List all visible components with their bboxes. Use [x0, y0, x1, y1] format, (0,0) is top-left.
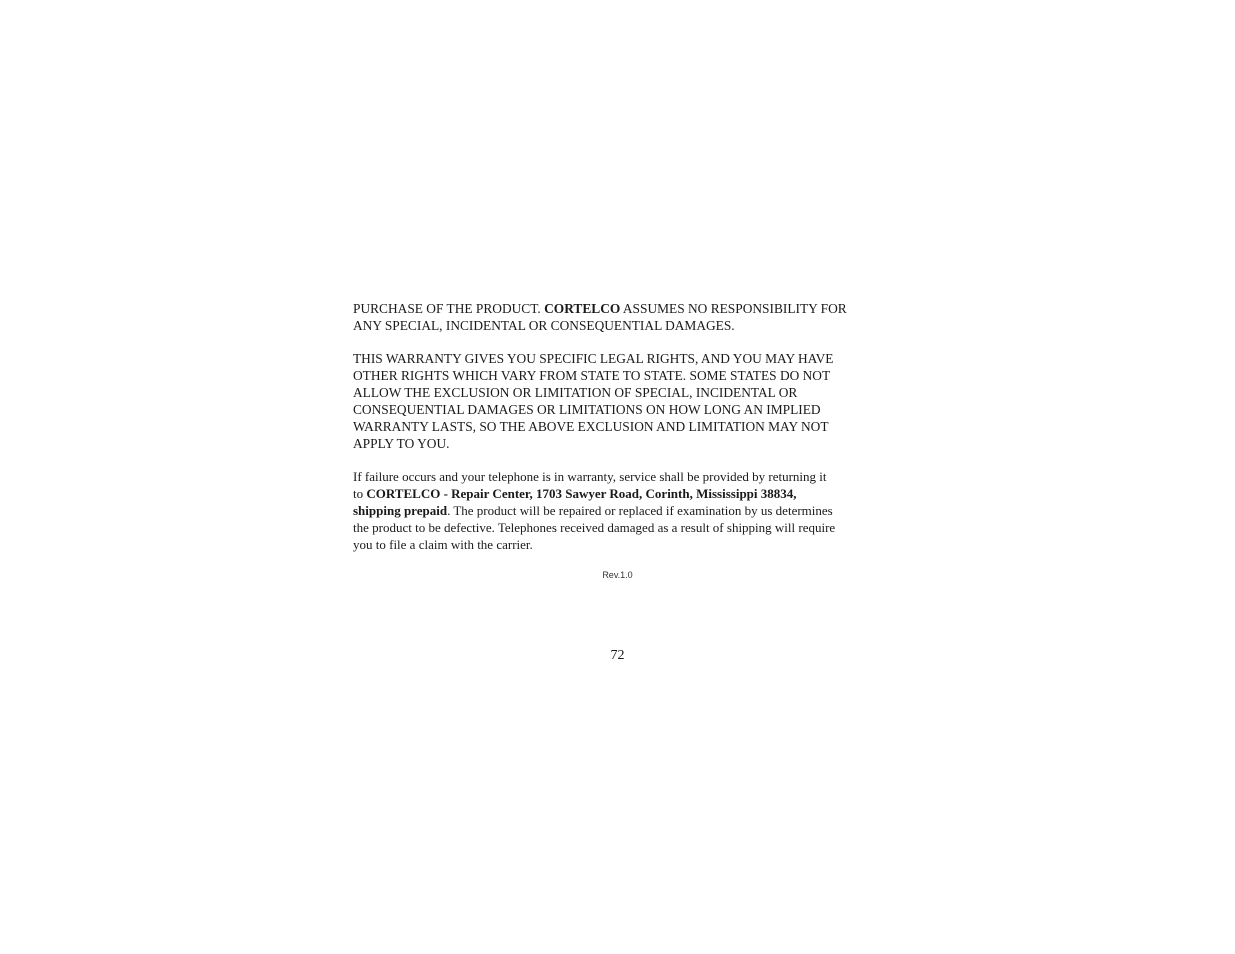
paragraph-2-line: THIS WARRANTY GIVES YOU SPECIFIC LEGAL RIGHTS, AND YOU MAY HAVE	[353, 351, 834, 366]
paragraph-2-line: OTHER RIGHTS WHICH VARY FROM STATE TO STATE. SOME STATES DO NOT	[353, 368, 831, 383]
paragraph-spacer	[353, 452, 893, 468]
revision-label: Rev.1.0	[602, 570, 633, 580]
page-number: 72	[610, 648, 625, 663]
paragraph-2-line: APPLY TO YOU.	[353, 436, 450, 451]
paragraph-2-line: WARRANTY LASTS, SO THE ABOVE EXCLUSION AND LIMITATION MAY NOT	[353, 419, 829, 434]
paragraph-1-line-2: ANY SPECIAL, INCIDENTAL OR CONSEQUENTIAL DAMAGES.	[353, 318, 735, 333]
text-run: to	[353, 486, 367, 501]
text-run: PURCHASE OF THE PRODUCT.	[353, 301, 545, 316]
paragraph-3-line-3	[353, 502, 893, 519]
paragraph-2-line: CONSEQUENTIAL DAMAGES OR LIMITATIONS ON HOW LONG AN IMPLIED	[353, 402, 821, 417]
paragraph-2-line: ALLOW THE EXCLUSION OR LIMITATION OF SPECIAL, INCIDENTAL OR	[353, 385, 798, 400]
warranty-text-block	[353, 300, 893, 554]
text-run: ASSUMES NO RESPONSIBILITY FOR	[620, 301, 847, 316]
paragraph-spacer	[353, 334, 893, 350]
paragraph-3-line-4: the product to be defective. Telephones received damaged as a result of shipping will require	[353, 520, 836, 535]
shipping-prepaid-text: shipping prepaid	[353, 503, 448, 518]
company-name: CORTELCO	[544, 301, 621, 316]
repair-center-address: CORTELCO - Repair Center, 1703 Sawyer Road, Corinth, Mississippi 38834,	[366, 486, 797, 501]
paragraph-3-line-1: If failure occurs and your telephone is in warranty, service shall be provided by returning it	[353, 469, 827, 484]
paragraph-3-line-2	[353, 485, 893, 502]
paragraph-3-line-5: you to file a claim with the carrier.	[353, 537, 533, 552]
text-run: . The product will be repaired or replaced if examination by us determines	[447, 503, 833, 518]
paragraph-1-line-1	[353, 300, 893, 317]
